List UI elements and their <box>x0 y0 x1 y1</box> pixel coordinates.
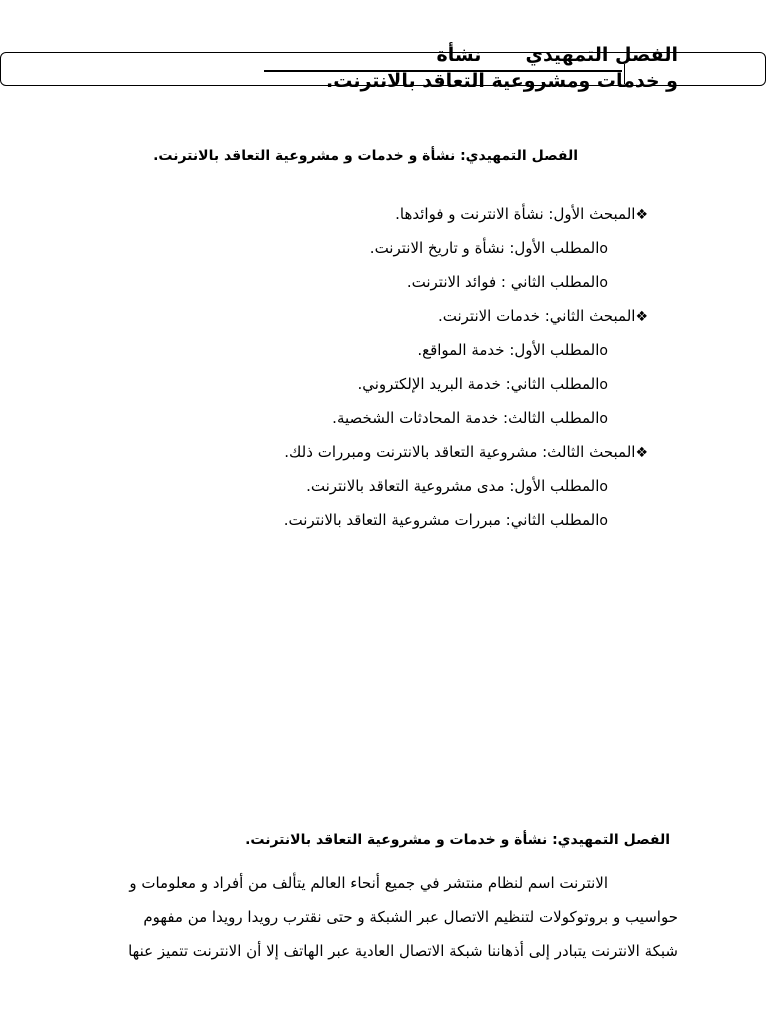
paragraph-line: حواسيب و بروتوكولات لتنظيم الاتصال عبر الشبكة و حتى نقترب رويدا رويدا من مفهوم <box>143 908 678 926</box>
header-word: نشأة <box>436 44 482 66</box>
toc-subsection <box>48 509 648 543</box>
circle-bullet-icon: o <box>599 513 608 529</box>
page-header-subtitle: و خدمات ومشروعية التعاقد بالانترنت. <box>326 70 678 92</box>
toc-subsection <box>48 237 648 271</box>
toc-item-text: المطلب الأول: نشأة و تاريخ الانترنت. <box>369 239 600 257</box>
toc-subsection <box>48 271 648 305</box>
toc-item-text: المطلب الثالث: خدمة المحادثات الشخصية. <box>332 409 600 427</box>
toc-section-3 <box>48 441 648 475</box>
toc-subsection <box>48 339 648 373</box>
diamond-bullet-icon: ❖ <box>635 309 648 325</box>
toc-title: الفصل التمهيدي: نشأة و خدمات و مشروعية التعاقد بالانترنت. <box>153 148 578 164</box>
toc-item-text: المبحث الأول: نشأة الانترنت و فوائدها. <box>395 205 636 223</box>
toc-item-text: المطلب الثاني: خدمة البريد الإلكتروني. <box>357 375 600 393</box>
circle-bullet-icon: o <box>599 241 608 257</box>
toc-subsection <box>48 373 648 407</box>
paragraph-line: الانترنت اسم لنظام منتشر في جميع أنحاء العالم يتألف من أفراد و معلومات و <box>129 874 608 892</box>
circle-bullet-icon: o <box>599 377 608 393</box>
toc-item-text: المطلب الثاني : فوائد الانترنت. <box>406 273 600 291</box>
toc-item-text: المطلب الأول: خدمة المواقع. <box>417 341 600 359</box>
paragraph-line: شبكة الانترنت يتبادر إلى أذهاننا شبكة الاتصال العادية عبر الهاتف إلا أن الانترنت تتميز عنها <box>128 942 678 960</box>
circle-bullet-icon: o <box>599 275 608 291</box>
page-header-title <box>58 44 678 67</box>
diamond-bullet-icon: ❖ <box>635 445 648 461</box>
body-paragraph <box>58 866 678 968</box>
toc-item-text: المبحث الثاني: خدمات الانترنت. <box>437 307 636 325</box>
toc-item-text: المطلب الأول: مدى مشروعية التعاقد بالانترنت. <box>306 477 600 495</box>
circle-bullet-icon: o <box>599 479 608 495</box>
toc-section-2 <box>48 305 648 339</box>
toc-subsection <box>48 407 648 441</box>
diamond-bullet-icon: ❖ <box>635 207 648 223</box>
circle-bullet-icon: o <box>599 343 608 359</box>
toc-section-1 <box>48 203 648 237</box>
header-chapter-label: الفصل التمهيدي <box>525 44 678 66</box>
toc-item-text: المبحث الثالث: مشروعية التعاقد بالانترنت ومبررات ذلك. <box>284 443 636 461</box>
body-section-title: الفصل التمهيدي: نشأة و خدمات و مشروعية التعاقد بالانترنت. <box>245 832 670 848</box>
toc-item-text: المطلب الثاني: مبررات مشروعية التعاقد بالانترنت. <box>283 511 600 529</box>
toc-subsection <box>48 475 648 509</box>
circle-bullet-icon: o <box>599 411 608 427</box>
table-of-contents <box>48 203 648 543</box>
